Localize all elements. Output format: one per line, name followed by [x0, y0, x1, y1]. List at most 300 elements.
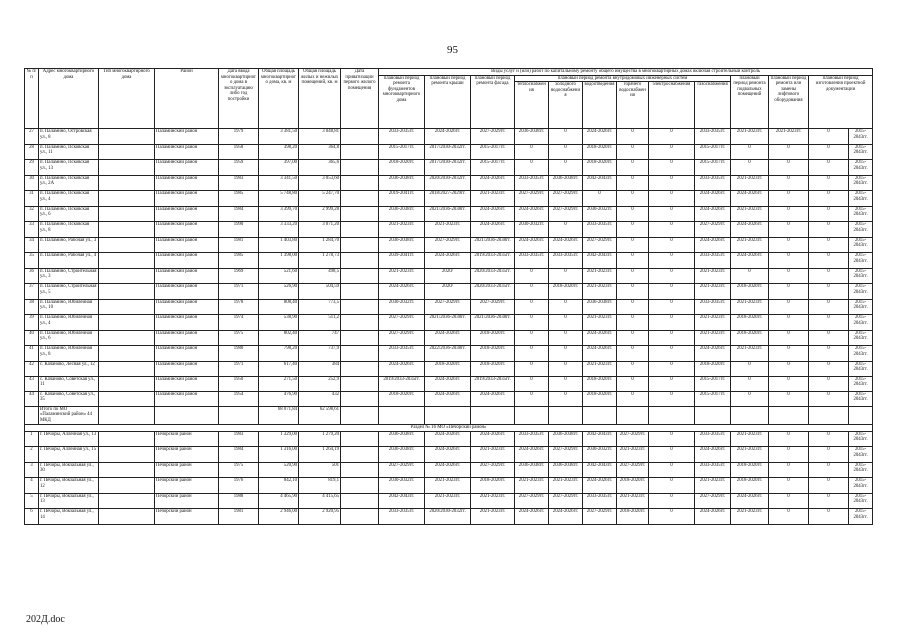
- table-cell: 3 053,60: [299, 175, 341, 191]
- table-cell: 1950: [219, 376, 259, 391]
- table-cell: Паламинский район: [155, 160, 219, 176]
- table-cell: 2015-2043гг.: [849, 284, 873, 300]
- table-cell: Паламинский район: [155, 268, 219, 284]
- table-cell: 2024-2026гг.: [471, 175, 515, 191]
- table-cell: 1974: [219, 315, 259, 331]
- table-cell: 0: [515, 391, 549, 406]
- total-row: [25, 406, 873, 424]
- table-cell: Паламинский район: [155, 391, 219, 406]
- table-cell: 2027-2029гг.: [583, 237, 617, 253]
- table-cell: [341, 376, 379, 391]
- table-cell: 2024-2026гг.: [515, 447, 549, 463]
- table-cell: 0: [649, 237, 695, 253]
- table-cell: 2018-2020гг.: [425, 361, 471, 376]
- table-cell: 0: [515, 268, 549, 284]
- table-cell: 2033-2035гг.: [695, 462, 731, 478]
- table-cell: 2036-2038гг.: [515, 129, 549, 145]
- table-cell: 2015-2043гг.: [849, 268, 873, 284]
- table-cell: Печорский район: [155, 447, 219, 463]
- table-cell: 2021-2023гг.: [695, 330, 731, 346]
- table-cell: [341, 206, 379, 222]
- table-cell: 2021-2023гг.: [471, 191, 515, 207]
- table-cell: 2015-2043гг.: [849, 315, 873, 331]
- table-cell: 2018-2020гг.: [379, 160, 425, 176]
- table-cell: 1958: [219, 144, 259, 160]
- table-cell: [379, 406, 425, 424]
- table-row: [25, 237, 873, 253]
- table-cell: 2036-2038гг.: [379, 206, 425, 222]
- table-cell: 2042-2043гг.: [583, 462, 617, 478]
- table-cell: 0: [769, 361, 809, 376]
- table-cell: 0: [649, 144, 695, 160]
- table-cell: 2018-2020гг.: [731, 284, 769, 300]
- table-cell: 0: [769, 191, 809, 207]
- table-cell: 1969: [219, 268, 259, 284]
- table-cell: 2027-2029гг.: [549, 447, 583, 463]
- col-house-type: Тип многоквартирного дома: [99, 69, 155, 129]
- table-cell: 0: [649, 299, 695, 315]
- table-cell: 526,90: [259, 284, 299, 300]
- table-cell: п. Паламино, Юбилейная ул., 6: [39, 330, 99, 346]
- table-cell: 2015-2043гг.: [849, 299, 873, 315]
- page-number: 95: [447, 44, 458, 56]
- table-cell: 2018-2020гг.: [617, 509, 649, 525]
- table-cell: 2015-2017гг.: [695, 376, 731, 391]
- header-row-1: [25, 69, 873, 76]
- table-cell: 2021-2023гг.: [471, 509, 515, 525]
- table-cell: 0: [549, 315, 583, 331]
- table-cell: [99, 299, 155, 315]
- table-cell: Паламинский район: [155, 330, 219, 346]
- table-cell: 2015-2017гг.: [379, 144, 425, 160]
- table-cell: 2033-2035гг.: [515, 253, 549, 269]
- table-cell: 2018-2020гг.: [471, 346, 515, 362]
- table-cell: 2015-2043гг.: [849, 391, 873, 406]
- table-cell: 0: [549, 391, 583, 406]
- table-cell: 2021-2023гг.: [379, 268, 425, 284]
- table-cell: [341, 299, 379, 315]
- table-cell: 3 333,20: [259, 222, 299, 238]
- table-cell: 0: [769, 462, 809, 478]
- table-cell: 2033-2035гг.: [695, 299, 731, 315]
- table-cell: 2033-2035гг.: [515, 175, 549, 191]
- table-cell: [341, 447, 379, 463]
- table-cell: [341, 144, 379, 160]
- table-cell: 0: [731, 391, 769, 406]
- table-cell: 0: [769, 447, 809, 463]
- table-cell: 2027-2029гг.: [471, 129, 515, 145]
- table-cell: 2015-2043гг.: [849, 346, 873, 362]
- table-cell: 0: [649, 160, 695, 176]
- table-cell: 0: [617, 299, 649, 315]
- table-cell: 1990: [219, 222, 259, 238]
- table-cell: 2021/2036-2038гг.: [471, 237, 515, 253]
- table-cell: 0: [649, 462, 695, 478]
- table-cell: 2015-2043гг.: [849, 253, 873, 269]
- table-cell: 498,5: [299, 268, 341, 284]
- table-cell: 2024-2026гг.: [471, 222, 515, 238]
- table-cell: [341, 268, 379, 284]
- table-cell: 2018-2020гг.: [583, 160, 617, 176]
- table-cell: Печорский район: [155, 431, 219, 447]
- table-cell: 2033-2035гг.: [549, 253, 583, 269]
- col-lift: плановый период ремонта или замены лифтового оборудования: [769, 75, 809, 129]
- table-row: [25, 144, 873, 160]
- table-row: [25, 376, 873, 391]
- table-cell: 2027-2029гг.: [379, 462, 425, 478]
- table-cell: 2024-2026гг.: [471, 206, 515, 222]
- table-cell: 2036-2038гг.: [583, 299, 617, 315]
- table-cell: 0: [549, 346, 583, 362]
- col-heat: теплоснабжения: [515, 82, 549, 129]
- table-cell: 2024-2026гг.: [379, 284, 425, 300]
- table-cell: 0: [515, 144, 549, 160]
- table-cell: [99, 330, 155, 346]
- table-cell: п. Паламино, Строительная ул., 3: [39, 268, 99, 284]
- table-cell: 2036-2038гг.: [379, 447, 425, 463]
- table-cell: [25, 406, 39, 424]
- table-cell: 2027-2029гг.: [549, 493, 583, 509]
- table-cell: 398,20: [259, 144, 299, 160]
- table-cell: [99, 376, 155, 391]
- table-cell: Паламинский район: [155, 191, 219, 207]
- table-row: [25, 206, 873, 222]
- table-cell: 2027-2029гг.: [695, 222, 731, 238]
- table-cell: 2027-2029гг.: [425, 237, 471, 253]
- table-cell: 2036-2038гг.: [379, 431, 425, 447]
- table-cell: 1 284,70: [299, 237, 341, 253]
- table-cell: с. Качаново, Советская ул., 11: [39, 376, 99, 391]
- section-row: [25, 424, 873, 431]
- table-cell: 0: [617, 175, 649, 191]
- table-cell: 2019-2041гг.: [379, 191, 425, 207]
- table-cell: 0: [809, 493, 849, 509]
- table-cell: 1971: [219, 361, 259, 376]
- table-cell: 2015-2017гг.: [695, 391, 731, 406]
- table-cell: 2018-2020гг.: [617, 478, 649, 494]
- table-cell: 2027-2029гг.: [379, 330, 425, 346]
- table-cell: 0: [549, 129, 583, 145]
- table-cell: 0: [515, 361, 549, 376]
- table-cell: Паламинский район: [155, 315, 219, 331]
- table-cell: 1988: [219, 493, 259, 509]
- table-cell: 2036-2038гг.: [379, 175, 425, 191]
- table-cell: 2027-2029гг.: [617, 462, 649, 478]
- table-cell: 2015-2043гг.: [849, 160, 873, 176]
- table-cell: 2021/2036-2038гг.: [425, 315, 471, 331]
- table-cell: 2027-2029гг.: [617, 431, 649, 447]
- table-cell: 2024-2026гг.: [515, 237, 549, 253]
- table-cell: 0: [809, 222, 849, 238]
- table-cell: [341, 431, 379, 447]
- table-cell: [99, 447, 155, 463]
- table-cell: 2024-2026гг.: [731, 222, 769, 238]
- table-cell: 0: [515, 284, 549, 300]
- table-cell: [99, 346, 155, 362]
- table-cell: п. Паламино, Псковская ул., 13: [39, 160, 99, 176]
- table-cell: 0: [617, 268, 649, 284]
- table-cell: 737,9: [299, 346, 341, 362]
- table-cell: 2021-2023гг.: [471, 493, 515, 509]
- table-cell: 2027-2029гг.: [695, 493, 731, 509]
- table-body: [25, 129, 873, 525]
- table-cell: 2027-2029гг.: [425, 299, 471, 315]
- table-row: [25, 447, 873, 463]
- table-cell: 0: [809, 175, 849, 191]
- table-cell: 2030-2032гг.: [583, 206, 617, 222]
- table-cell: п. Паламино, Псковская ул., 11: [39, 144, 99, 160]
- table-cell: 2015-2043гг.: [849, 509, 873, 525]
- table-cell: 2024-2026гг.: [425, 376, 471, 391]
- table-cell: 0: [769, 237, 809, 253]
- table-cell: 0: [769, 391, 809, 406]
- table-cell: 2024-2026гг.: [731, 493, 769, 509]
- table-cell: [99, 431, 155, 447]
- table-cell: 0: [769, 175, 809, 191]
- table-cell: 0: [809, 299, 849, 315]
- table-cell: 2024-2026гг.: [549, 509, 583, 525]
- table-row: [25, 391, 873, 406]
- table-cell: 5 748,80: [259, 191, 299, 207]
- table-cell: 2021-2023гг.: [695, 284, 731, 300]
- table-cell: 2015-2043гг.: [849, 129, 873, 145]
- table-cell: 2018-2020гг.: [583, 144, 617, 160]
- table-cell: 2015-2043гг.: [849, 330, 873, 346]
- table-cell: 0: [549, 376, 583, 391]
- table-row: [25, 509, 873, 525]
- table-cell: [341, 406, 379, 424]
- table-cell: 0: [769, 144, 809, 160]
- table-cell: 2024-2026гг.: [425, 447, 471, 463]
- table-cell: 2042-2043гг.: [583, 175, 617, 191]
- table-cell: [341, 493, 379, 509]
- table-cell: 2033-2035гг.: [379, 129, 425, 145]
- table-cell: 2042-2043гг.: [379, 493, 425, 509]
- table-cell: 2042-2043гг.: [583, 253, 617, 269]
- table-cell: 2021-2023гг.: [731, 447, 769, 463]
- table-cell: г. Печоры, Вокзальная ул., 13: [39, 493, 99, 509]
- table-cell: 0: [515, 315, 549, 331]
- table-cell: [99, 206, 155, 222]
- table-cell: [341, 361, 379, 376]
- table-cell: 0: [549, 268, 583, 284]
- table-cell: 0: [731, 144, 769, 160]
- table-cell: 2036-2038гг.: [515, 462, 549, 478]
- table-cell: 0: [809, 144, 849, 160]
- table-cell: 0: [649, 431, 695, 447]
- table-cell: 0: [649, 284, 695, 300]
- table-cell: 0: [617, 222, 649, 238]
- table-cell: 2019/2033-2035гг.: [471, 253, 515, 269]
- table-cell: 1 398,00: [259, 253, 299, 269]
- table-cell: [99, 237, 155, 253]
- table-cell: [471, 406, 515, 424]
- table-cell: [341, 391, 379, 406]
- table-cell: 0: [769, 222, 809, 238]
- table-cell: 0: [617, 284, 649, 300]
- table-cell: 2017/2030-2032гг.: [425, 160, 471, 176]
- table-cell: 2021/2036-2038гг.: [425, 206, 471, 222]
- table-cell: 0: [769, 493, 809, 509]
- table-cell: 0: [649, 346, 695, 362]
- table-cell: 0: [649, 175, 695, 191]
- table-cell: [649, 406, 695, 424]
- table-cell: 36: [25, 268, 39, 284]
- table-cell: 271,50: [259, 376, 299, 391]
- table-cell: 1979: [219, 129, 259, 145]
- table-cell: 2030-2032гг.: [379, 299, 425, 315]
- table-cell: 2024-2026гг.: [583, 330, 617, 346]
- table-cell: 2024-2026гг.: [379, 361, 425, 376]
- table-cell: [341, 222, 379, 238]
- table-cell: 0: [809, 447, 849, 463]
- table-cell: 4 415,65: [299, 493, 341, 509]
- table-cell: п. Паламино, Юбилейная ул., 4: [39, 315, 99, 331]
- table-cell: п. Паламино, Юбилейная ул., 8: [39, 346, 99, 362]
- table-cell: 2024-2026гг.: [583, 478, 617, 494]
- table-cell: 0: [769, 299, 809, 315]
- table-cell: г. Печоры, Аллейная ул., 15: [39, 447, 99, 463]
- table-cell: 1 278,73: [299, 253, 341, 269]
- table-cell: п. Паламино, Рабочая ул., 4: [39, 253, 99, 269]
- table-cell: 0: [649, 391, 695, 406]
- table-cell: 2021-2023гг.: [425, 493, 471, 509]
- table-cell: 29: [25, 160, 39, 176]
- repair-schedule-table: [24, 68, 873, 525]
- table-cell: 1983: [219, 431, 259, 447]
- table-cell: 0: [617, 144, 649, 160]
- table-cell: 2027-2029гг.: [515, 191, 549, 207]
- table-cell: 2021-2023гг.: [471, 447, 515, 463]
- table-cell: 2021-2023гг.: [425, 222, 471, 238]
- table-cell: 2021-2023гг.: [731, 129, 769, 145]
- table-cell: [769, 406, 809, 424]
- table-cell: 0: [769, 160, 809, 176]
- table-cell: 0: [809, 509, 849, 525]
- table-cell: 2017/2030-2032гг.: [425, 144, 471, 160]
- table-cell: Паламинский район: [155, 376, 219, 391]
- table-cell: 0: [649, 478, 695, 494]
- table-cell: 0: [617, 237, 649, 253]
- table-cell: 2024-2026гг.: [425, 391, 471, 406]
- table-cell: 2015-2043гг.: [849, 447, 873, 463]
- table-cell: 2021-2023гг.: [731, 509, 769, 525]
- table-cell: 2024-2026гг.: [695, 346, 731, 362]
- table-row: [25, 222, 873, 238]
- table-cell: 1978: [219, 299, 259, 315]
- table-cell: 2024-2026гг.: [425, 253, 471, 269]
- table-cell: 0: [809, 284, 849, 300]
- table-cell: 0: [649, 376, 695, 391]
- table-cell: 43: [25, 376, 39, 391]
- table-cell: 1959: [219, 160, 259, 176]
- table-cell: Печорский район: [155, 462, 219, 478]
- table-cell: 41: [25, 346, 39, 362]
- table-cell: 2021-2023гг.: [731, 299, 769, 315]
- table-row: [25, 284, 873, 300]
- table-row: [25, 361, 873, 376]
- table-cell: 1 329,00: [259, 431, 299, 447]
- table-cell: 0: [649, 330, 695, 346]
- col-roof: плановый период ремонта крыши: [425, 75, 471, 129]
- table-cell: 1 264,19: [299, 447, 341, 463]
- table-cell: 2021-2023гг.: [695, 268, 731, 284]
- table-cell: 2021-2023гг.: [425, 478, 471, 494]
- table-cell: 0: [809, 462, 849, 478]
- table-cell: Печорский район: [155, 478, 219, 494]
- table-cell: 2024-2026гг.: [695, 447, 731, 463]
- table-cell: 1985: [219, 191, 259, 207]
- table-cell: 5: [25, 493, 39, 509]
- table-cell: 0: [515, 160, 549, 176]
- table-cell: 1 279,20: [299, 431, 341, 447]
- table-cell: 2020/: [425, 268, 471, 284]
- table-cell: [99, 361, 155, 376]
- table-row: [25, 346, 873, 362]
- table-cell: 0: [731, 376, 769, 391]
- table-cell: 2015-2043гг.: [849, 222, 873, 238]
- table-cell: Паламинский район: [155, 253, 219, 269]
- table-cell: 0: [617, 206, 649, 222]
- table-cell: п. Паламино, Псковская ул., 6: [39, 206, 99, 222]
- table-cell: [617, 406, 649, 424]
- table-cell: 2018-2020гг.: [379, 391, 425, 406]
- table-cell: Паламинский район: [155, 346, 219, 362]
- table-cell: 0: [769, 284, 809, 300]
- table-cell: 842,10: [259, 478, 299, 494]
- table-cell: 0: [515, 376, 549, 391]
- table-cell: 2021-2023гг.: [731, 175, 769, 191]
- table-cell: Печорский район: [155, 509, 219, 525]
- col-facade: плановый период ремонта фасада: [471, 75, 515, 129]
- table-cell: 476,90: [259, 391, 299, 406]
- table-cell: 2033-2035гг.: [695, 129, 731, 145]
- table-row: [25, 299, 873, 315]
- table-row: [25, 431, 873, 447]
- table-cell: [99, 268, 155, 284]
- table-cell: 2020/2030-2032гг.: [425, 509, 471, 525]
- table-cell: [515, 406, 549, 424]
- col-year: Дата ввода многоквартирного дома в эксплуатацию либо год постройки: [219, 69, 259, 129]
- table-cell: 2022/2036-2038гг.: [425, 346, 471, 362]
- table-cell: п. Паламино, Рабочая ул., 3: [39, 237, 99, 253]
- table-cell: 32: [25, 206, 39, 222]
- table-cell: 2 999,28: [299, 206, 341, 222]
- table-cell: 0: [809, 206, 849, 222]
- table-cell: 2018-2020гг.: [549, 284, 583, 300]
- table-cell: 2024-2026гг.: [425, 431, 471, 447]
- document-filename: 202Д.doc: [26, 614, 65, 625]
- table-cell: 2033-2035гг.: [379, 346, 425, 362]
- col-district: Район: [155, 69, 219, 129]
- table-row: [25, 478, 873, 494]
- table-cell: 2018-2020гг.: [471, 330, 515, 346]
- table-cell: 2018-2020гг.: [731, 462, 769, 478]
- table-cell: 2024-2026гг.: [515, 206, 549, 222]
- table-cell: [341, 509, 379, 525]
- col-living-area: Общая площадь жилых и нежилых помещений, кв. м: [299, 69, 341, 129]
- table-cell: [99, 175, 155, 191]
- table-cell: [341, 237, 379, 253]
- table-cell: 35: [25, 253, 39, 269]
- table-cell: 2024-2026гг.: [583, 129, 617, 145]
- table-row: [25, 253, 873, 269]
- table-cell: [695, 406, 731, 424]
- table-cell: [155, 406, 219, 424]
- table-cell: 2021-2023гг.: [617, 493, 649, 509]
- table-cell: 2024-2026гг.: [583, 346, 617, 362]
- table-cell: 40: [25, 330, 39, 346]
